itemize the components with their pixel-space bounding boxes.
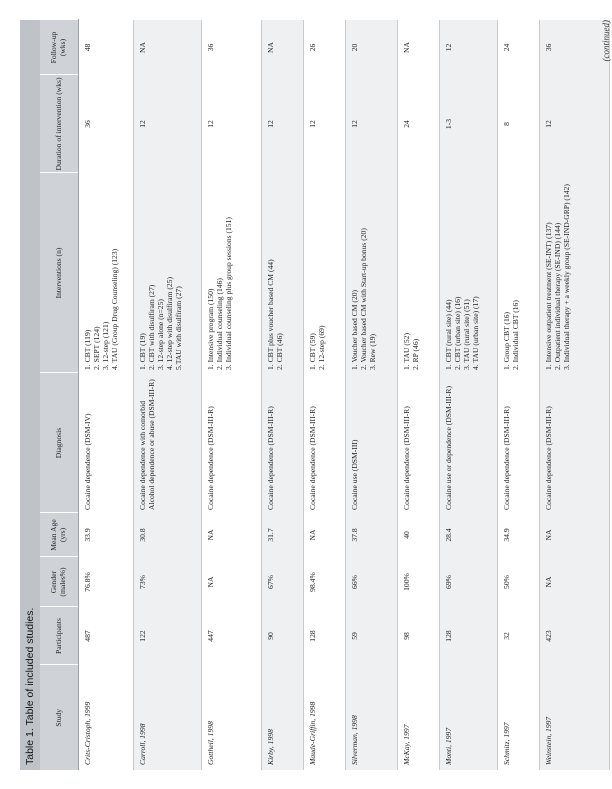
duration-cell: 12 (134, 75, 202, 173)
interventions-cell (134, 173, 202, 373)
participants-cell: 447 (202, 607, 262, 665)
header-diagnosis: Diagnosis (40, 373, 79, 513)
study-cell: Carroll, 1998 (134, 665, 202, 770)
diagnosis-cell: Cocaine use or dependence (DSM-III-R) (440, 373, 498, 513)
table-row (202, 20, 262, 770)
gender-cell: 66% (346, 557, 398, 607)
diagnosis-cell: Cocaine dependence with comorbid Alcohol dependence or abuse (DSM-III-R) (134, 373, 202, 513)
diagnosis-cell: Cocaine dependence (DSM-III-R) (498, 373, 540, 513)
duration-cell: 12 (304, 75, 346, 173)
participants-cell: 98 (398, 607, 440, 665)
duration-cell: 12 (262, 75, 304, 173)
table-row (498, 20, 540, 770)
header-row (40, 20, 79, 770)
intervention-item: 3. Individual therapy + a weekly group (SE-IND-GRP) (142) (561, 184, 571, 370)
participants-cell: 487 (79, 607, 134, 665)
interventions-cell (79, 173, 134, 373)
diagnosis-cell: Cocaine use (DSM-III) (346, 373, 398, 513)
gender-cell: 76.8% (79, 557, 134, 607)
duration-cell: 24 (398, 75, 440, 173)
intervention-item: 1. Voucher based CM (20) (350, 289, 359, 370)
mean-age-cell: 34.9 (498, 513, 540, 557)
followup-cell: NA (134, 20, 202, 75)
intervention-item: 3. 12-step (121) (100, 321, 110, 370)
table-caption: Table 1. Table of included studies. (20, 20, 40, 770)
intervention-item: 3. 12-step alone (n=25) (155, 299, 165, 370)
intervention-item: 3. Rew (19) (367, 333, 377, 370)
duration-cell: 36 (79, 75, 134, 173)
intervention-item: 4. TAU (Group Drug Counseling) (123) (109, 248, 119, 370)
participants-cell: 90 (262, 607, 304, 665)
duration-cell: 12 (346, 75, 398, 173)
followup-cell: NA (398, 20, 440, 75)
gender-cell: NA (540, 557, 610, 607)
duration-cell: 12 (540, 75, 610, 173)
diagnosis-cell: Cocaine dependence (DSM-III-R) (398, 373, 440, 513)
header-gender: Gender (males%) (40, 557, 79, 607)
table-row (134, 20, 202, 770)
continued-note: (continued) (601, 20, 611, 62)
mean-age-cell: NA (304, 513, 346, 557)
interventions-cell (262, 173, 304, 373)
intervention-item: 2. 12-step (69) (316, 325, 326, 370)
intervention-item: 1. Group CBT (16) (502, 311, 511, 370)
intervention-item: 1. CBT (59) (308, 333, 317, 370)
study-cell: Crits-Cristoph, 1999 (79, 665, 134, 770)
table-row (79, 20, 134, 770)
mean-age-cell: 31.7 (262, 513, 304, 557)
intervention-item: 5.TAU with disulfiram (27) (173, 286, 183, 370)
gender-cell: NA (202, 557, 262, 607)
duration-cell: 8 (498, 75, 540, 173)
gender-cell: 67% (262, 557, 304, 607)
interventions-cell (398, 173, 440, 373)
header-interventions: Interventions (n) (40, 173, 79, 373)
duration-cell: 1-3 (440, 75, 498, 173)
gender-cell: 50% (498, 557, 540, 607)
intervention-item: 2. SEPT (124) (91, 326, 101, 370)
diagnosis-cell: Cocaine dependence (DSM-III-R) (202, 373, 262, 513)
studies-table (40, 20, 610, 771)
table-row (440, 20, 498, 770)
followup-cell: 36 (202, 20, 262, 75)
header-study: Study (40, 665, 79, 770)
study-cell: Gottheil, 1998 (202, 665, 262, 770)
intervention-item: 1. Intensive outpatient treatment (SE-INT) (137) (544, 222, 553, 370)
interventions-cell (346, 173, 398, 373)
mean-age-cell: 28.4 (440, 513, 498, 557)
diagnosis-cell: Cocaine dependence (DSM-III-R) (262, 373, 304, 513)
diagnosis-cell: Cocaine dependence (DSM-III-R) (540, 373, 610, 513)
intervention-item: 4. 12-step with disulfiram (25) (164, 276, 174, 370)
interventions-cell (440, 173, 498, 373)
intervention-item: 1. CBT plus voucher based CM (44) (266, 259, 275, 370)
interventions-cell (540, 173, 610, 373)
intervention-item: 1. TAU (52) (402, 332, 411, 370)
duration-cell: 12 (202, 75, 262, 173)
gender-cell: 73% (134, 557, 202, 607)
intervention-item: 1. CBT (119) (83, 329, 92, 370)
diagnosis-cell: Cocaine dependence (DSM-III-R) (304, 373, 346, 513)
table-row (398, 20, 440, 770)
table-row (346, 20, 398, 770)
header-duration: Duration of intervention (wks) (40, 75, 79, 173)
diagnosis-cell: Cocaine dependence (DSM-IV) (79, 373, 134, 513)
study-cell: Schmitz, 1997 (498, 665, 540, 770)
participants-cell: 122 (134, 607, 202, 665)
interventions-cell (498, 173, 540, 373)
followup-cell: 26 (304, 20, 346, 75)
mean-age-cell: NA (540, 513, 610, 557)
study-cell: Monti, 1997 (440, 665, 498, 770)
intervention-item: 2. Individual CBT (16) (510, 300, 520, 370)
followup-cell: NA (262, 20, 304, 75)
study-cell: Silverman, 1998 (346, 665, 398, 770)
intervention-item: 2. RP (46) (410, 338, 420, 370)
mean-age-cell: 37.8 (346, 513, 398, 557)
mean-age-cell: 40 (398, 513, 440, 557)
participants-cell: 423 (540, 607, 610, 665)
followup-cell: 36 (540, 20, 610, 75)
intervention-item: 2. Individual counseling (146) (214, 278, 224, 370)
study-cell: Maude-Griffin, 1998 (304, 665, 346, 770)
intervention-item: 3. TAU (rural site) (51) (461, 299, 471, 370)
table-row (540, 20, 610, 770)
participants-cell: 59 (346, 607, 398, 665)
interventions-cell (202, 173, 262, 373)
followup-cell: 24 (498, 20, 540, 75)
header-participants: Participants (40, 607, 79, 665)
header-mean-age: Mean Age (yrs) (40, 513, 79, 557)
intervention-item: 2. Voucher based CM with Start-up bonus (20) (358, 228, 368, 370)
intervention-item: 2. Outpatient individual therapy (SE-IND) (144) (552, 222, 562, 370)
intervention-item: 2. CBT with disulfiram (27) (146, 284, 156, 370)
mean-age-cell: 33.9 (79, 513, 134, 557)
study-cell: McKay, 1997 (398, 665, 440, 770)
header-followup: Follow-up (wks) (40, 20, 79, 75)
table-body (79, 20, 610, 770)
participants-cell: 32 (498, 607, 540, 665)
followup-cell: 12 (440, 20, 498, 75)
interventions-cell (304, 173, 346, 373)
intervention-item: 3. Individual counseling plus group sessions (151) (223, 217, 233, 370)
followup-cell: 20 (346, 20, 398, 75)
intervention-item: 1. CBT (19) (138, 333, 147, 370)
table-row (262, 20, 304, 770)
study-cell: Kirby, 1998 (262, 665, 304, 770)
participants-cell: 128 (304, 607, 346, 665)
followup-cell: 48 (79, 20, 134, 75)
gender-cell: 100% (398, 557, 440, 607)
gender-cell: 98.4% (304, 557, 346, 607)
intervention-item: 1. CBT (rural site) (44) (444, 299, 453, 370)
intervention-item: 1. Intensive program (150) (206, 288, 215, 370)
rotated-table-container (20, 20, 611, 770)
intervention-item: 4. TAU (urban site) (17) (470, 296, 480, 370)
table-row (304, 20, 346, 770)
study-cell: Weinstein, 1997 (540, 665, 610, 770)
gender-cell: 69% (440, 557, 498, 607)
intervention-item: 2. CBT (urban site) (16) (452, 296, 462, 370)
participants-cell: 128 (440, 607, 498, 665)
mean-age-cell: NA (202, 513, 262, 557)
intervention-item: 2. CBT (46) (274, 333, 284, 370)
mean-age-cell: 30.8 (134, 513, 202, 557)
